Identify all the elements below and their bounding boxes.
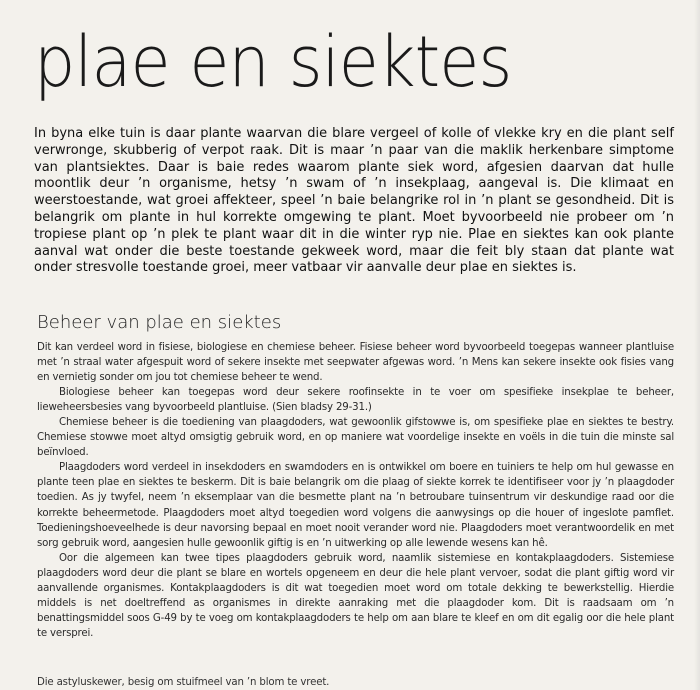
- page-title: plae en siektes: [34, 21, 512, 103]
- page-edge-shadow: [694, 0, 700, 690]
- body-paragraph-2: Biologiese beheer kan toegepas word deur sekere roofinsekte in te voer om spesifieke insekplae te beheer, lieweheersbesies vang byvoorbeeld plantluise. (Sien bladsy 29-31.): [37, 387, 674, 414]
- body-paragraph-4: Plaagdoders word verdeel in insekdoders en swamdoders en is ontwikkel om boere en tuiniers te help om hul gewasse en plante teen plae en siektes te beskerm. Dit is baie belangrik om die plaag of siekte korrek te identifiseer voor jy ’n plaagdoder toedien. As jy twyfel, neem ’n eksemplaar van die besmette plant na ’n betroubare tuinsentrum vir deskundige raad oor die korrekte beheermetode. Plaagdoders moet altyd toegedien word volgens die aanwysings op die houer of ingeslote pamflet. Toedieningshoeveelhede is deur navorsing bepaal en moet nooit verander word nie. Plaagdoders moet verantwoordelik en met sorg gebruik word, aangesien hulle gewoonlik giftig is en ’n uitwerking op alle lewende wesens kan hê.: [37, 462, 674, 549]
- body-paragraph-1: Dit kan verdeel word in fisiese, biologiese en chemiese beheer. Fisiese beheer word byvoorbeeld toegepas wanneer plantluise met ’n straal water afgespuit word of sekere insekte met seepwater afgewas word. ’n Mens kan sekere insekte ook fisies vang en vernietig sonder om jou tot chemiese beheer te wend.: [37, 342, 674, 384]
- section-body: [37, 340, 674, 641]
- body-paragraph-3: Chemiese beheer is die toediening van plaagdoders, wat gewoonlik gifstowwe is, om spesifieke plae en siektes te bestry. Chemiese stowwe moet altyd omsigtig gebruik word, en op maniere wat voordelige insekte en voëls in die tuin die minste sal beïnvloed.: [37, 417, 674, 459]
- intro-paragraph: [34, 126, 674, 277]
- section-heading: Beheer van plae en siektes: [37, 312, 282, 333]
- intro-text: In byna elke tuin is daar plante waarvan die blare vergeel of kolle of vlekke kry en die plant self verwronge, skubberig of verpot raak. Dit is maar ’n paar van die maklik herkenbare simptome van plantsiektes. Daar is baie redes waarom plante siek word, afgesien daarvan dat hulle moontlik deur ’n organisme, hetsy ’n swam of ’n insekplaag, aangeval is. Die klimaat en weerstoestande, wat groei affekteer, speel ’n baie belangrike rol in ’n plant se gesondheid. Dit is belangrik om plante in hul korrekte omgewing te plant. Moet byvoorbeeld nie probeer om ’n tropiese plant op ’n plek te plant waar dit in die winter ryp nie. Plae en siektes kan ook plante aanval wat onder die beste toestande gekweek word, maar die feit bly staan dat plante wat onder stresvolle toestande groei, meer vatbaar vir aanvalle deur plae en siektes is.: [34, 126, 674, 276]
- body-paragraph-5: Oor die algemeen kan twee tipes plaagdoders gebruik word, naamlik sistemiese en kontakplaagdoders. Sistemiese plaagdoders word deur die plant se blare en wortels opgeneem en deur die hele plant vervoer, sodat die plant giftig word vir aanvallende organismes. Kontakplaagdoders is dit wat toegedien moet word om totale dekking te bewerkstellig. Hierdie middels is net doeltreffend as organismes in direkte aanraking met die plaagdoder kom. Dit is raadsaam om ’n benattingsmiddel soos G-49 by te voeg om kontakplaagdoders te help om aan blare te kleef en om dit egalig oor die hele plant te versprei.: [37, 552, 674, 639]
- image-caption: Die astyluskewer, besig om stuifmeel van ’n blom te vreet.: [37, 677, 330, 688]
